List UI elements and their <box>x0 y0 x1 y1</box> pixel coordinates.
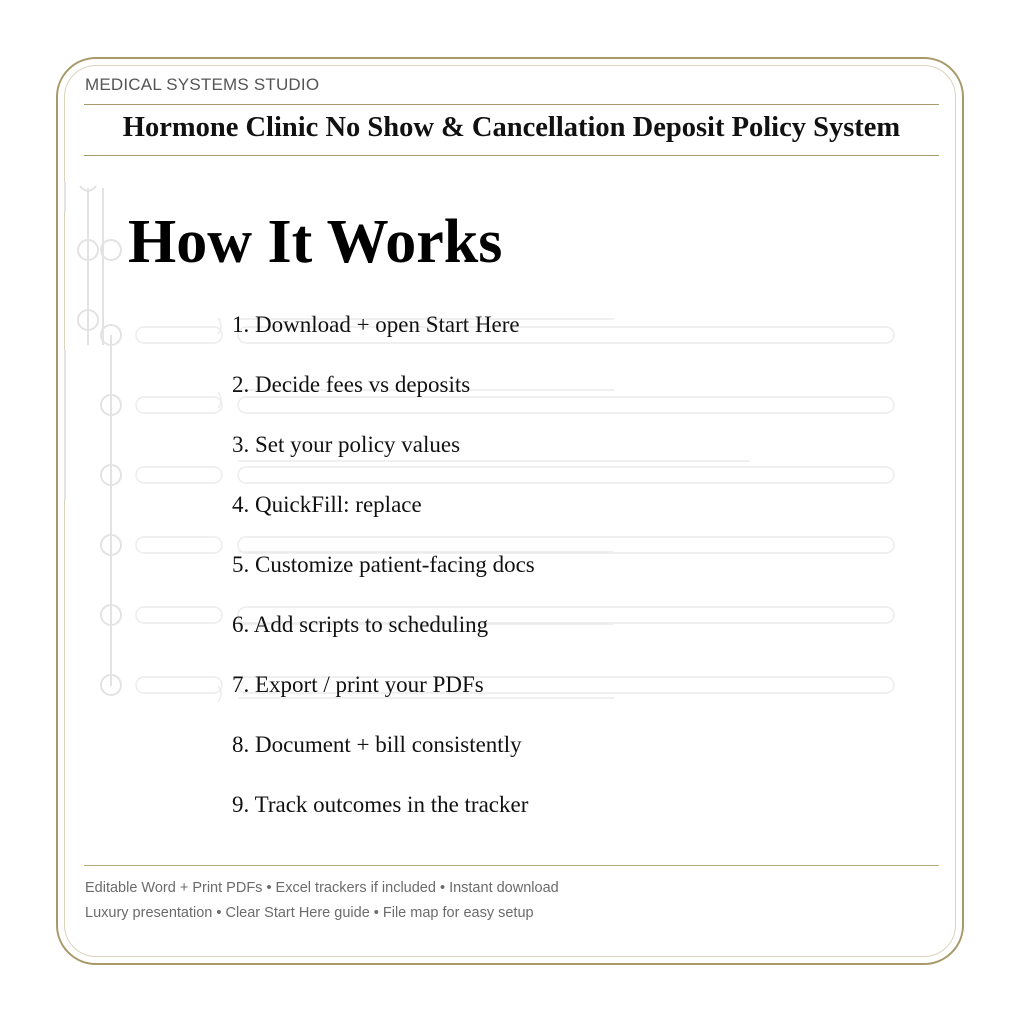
document-title: Hormone Clinic No Show & Cancellation Deposit Policy System <box>122 112 901 143</box>
step-item-7: 7. Export / print your PDFs <box>232 672 484 697</box>
step-item-1: 1. Download + open Start Here <box>232 312 520 337</box>
section-heading: How It Works <box>128 208 503 276</box>
header-top-rule <box>84 104 939 105</box>
step-item-8: 8. Document + bill consistently <box>232 732 522 757</box>
step-item-4: 4. QuickFill: replace <box>232 492 422 517</box>
brand-name: MEDICAL SYSTEMS STUDIO <box>85 75 320 94</box>
step-item-6: 6. Add scripts to scheduling <box>232 612 489 637</box>
header-bottom-rule <box>84 155 939 156</box>
step-item-5: 5. Customize patient-facing docs <box>232 552 535 577</box>
step-item-9: 9. Track outcomes in the tracker <box>232 792 529 817</box>
step-item-2: 2. Decide fees vs deposits <box>232 372 471 397</box>
step-item-3: 3. Set your policy values <box>232 432 461 457</box>
steps-list <box>232 308 535 848</box>
footer-line-1: Editable Word + Print PDFs • Excel trackers if included • Instant download <box>85 880 559 896</box>
footer-line-2: Luxury presentation • Clear Start Here guide • File map for easy setup <box>85 905 534 921</box>
footer-rule <box>84 865 939 866</box>
